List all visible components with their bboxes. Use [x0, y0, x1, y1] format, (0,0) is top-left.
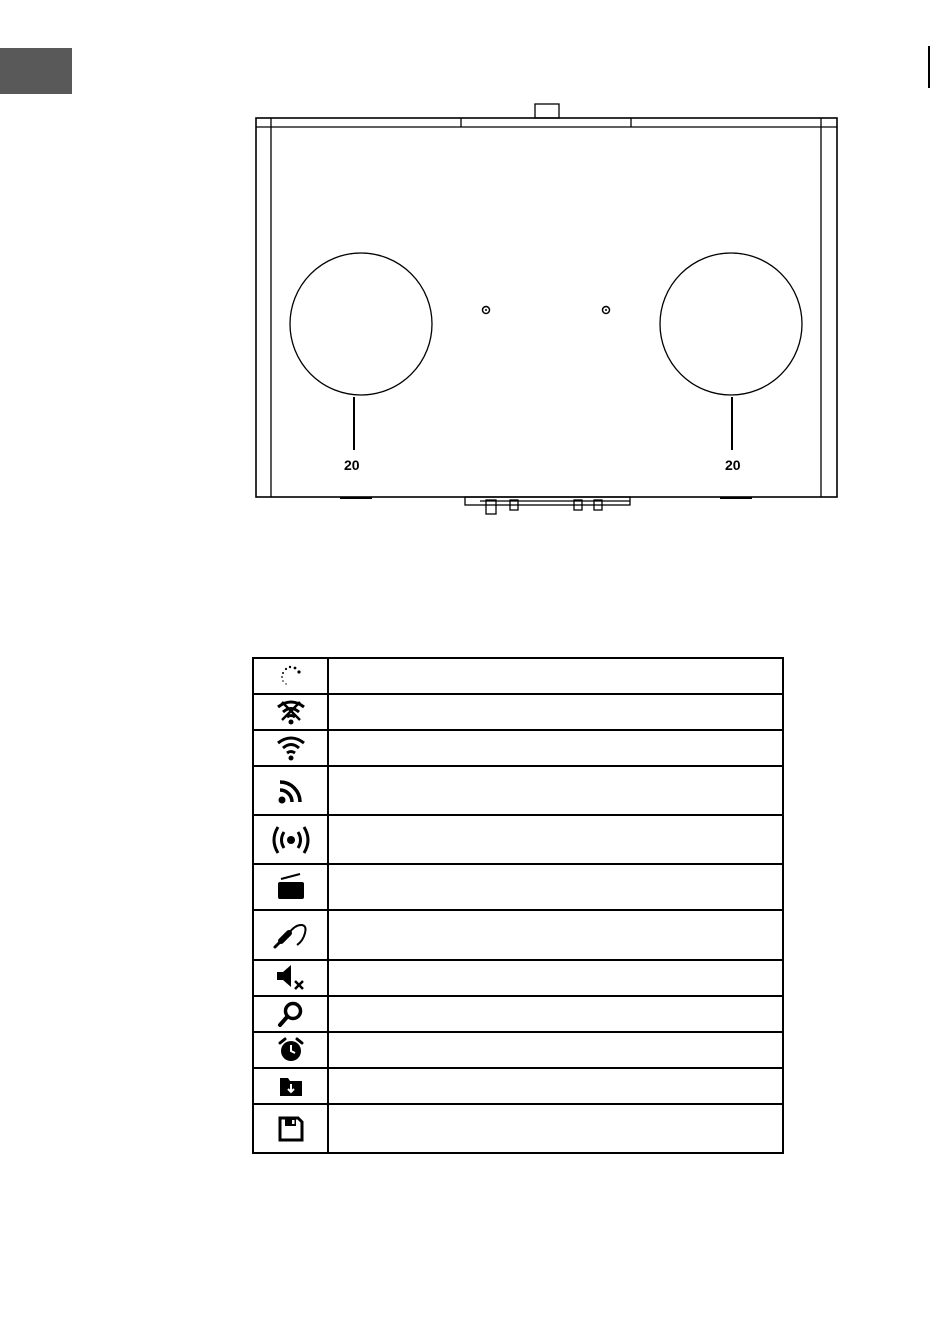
table-row: [253, 1068, 783, 1104]
table-row: [253, 658, 783, 694]
row-description: [328, 1032, 783, 1068]
icon-legend-table: [252, 657, 784, 1154]
row-description: [328, 815, 783, 864]
folder-download-icon: [253, 1068, 328, 1104]
table-row: [253, 960, 783, 996]
row-description: [328, 1104, 783, 1153]
row-description: [328, 730, 783, 766]
wifi-disconnected-icon: [253, 694, 328, 730]
row-description: [328, 996, 783, 1032]
callout-label-right: 20: [725, 457, 741, 473]
radio-icon: [253, 864, 328, 910]
table-row: [253, 730, 783, 766]
right-speaker: [660, 253, 802, 395]
table-row: [253, 996, 783, 1032]
row-description: [328, 864, 783, 910]
callout-label-left: 20: [344, 457, 360, 473]
row-description: [328, 658, 783, 694]
row-description: [328, 766, 783, 815]
save-icon: [253, 1104, 328, 1153]
table-row: [253, 910, 783, 960]
table-row: [253, 864, 783, 910]
row-description: [328, 694, 783, 730]
device-top-view-figure: [0, 0, 933, 560]
row-description: [328, 960, 783, 996]
loading-spinner-icon: [253, 658, 328, 694]
table-row: [253, 694, 783, 730]
search-icon: [253, 996, 328, 1032]
alarm-clock-icon: [253, 1032, 328, 1068]
rss-podcast-icon: [253, 766, 328, 815]
wifi-icon: [253, 730, 328, 766]
mute-icon: [253, 960, 328, 996]
left-speaker: [290, 253, 432, 395]
table-row: [253, 815, 783, 864]
table-row: [253, 1032, 783, 1068]
aux-cable-icon: [253, 910, 328, 960]
broadcast-icon: [253, 815, 328, 864]
table-row: [253, 766, 783, 815]
table-row: [253, 1104, 783, 1153]
row-description: [328, 910, 783, 960]
row-description: [328, 1068, 783, 1104]
